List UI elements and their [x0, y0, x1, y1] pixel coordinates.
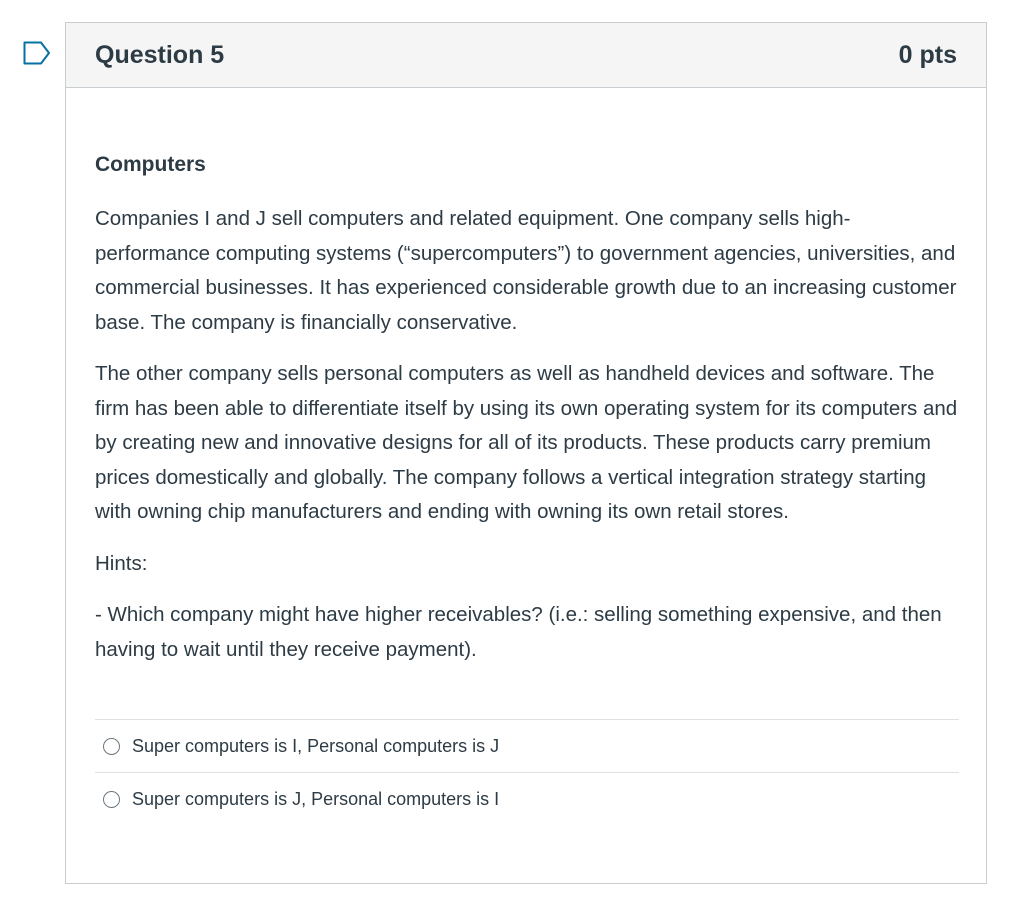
- radio-button-icon[interactable]: [103, 738, 120, 755]
- question-card: [65, 22, 987, 884]
- flag-question-icon[interactable]: [23, 41, 51, 65]
- answer-label: Super computers is I, Personal computers is J: [132, 735, 500, 756]
- answer-list: [95, 719, 959, 825]
- question-paragraph-2: The other company sells personal computers as well as handheld devices and software. The firm has been able to differentiate itself by using its own operating system for its computers and by creating new and innovative designs for all of its products. These products carry premium prices domestically and globally. The company follows a vertical integration strategy starting with owning chip manufacturers and ending with owning its own retail stores.: [95, 362, 958, 523]
- hint-text: - Which company might have higher receivables? (i.e.: selling something expensive, and then having to wait until they receive payment).: [95, 603, 942, 661]
- radio-button-icon[interactable]: [103, 791, 120, 808]
- answer-label: Super computers is J, Personal computers is I: [132, 788, 500, 809]
- answer-option-1[interactable]: [95, 719, 959, 772]
- question-header: [66, 23, 986, 88]
- question-body: [66, 88, 986, 825]
- hints-label: Hints:: [95, 551, 148, 575]
- question-paragraph-1: Companies I and J sell computers and related equipment. One company sells high-performance computing systems (“supercomputers”) to government agencies, universities, and commercial businesses. It has experienced considerable growth due to an increasing customer base. The company is financially conservative.: [95, 207, 957, 334]
- question-title: Question 5: [95, 40, 225, 69]
- question-subheading: Computers: [95, 153, 206, 176]
- answer-option-2[interactable]: [95, 772, 959, 825]
- question-points: 0 pts: [898, 40, 957, 69]
